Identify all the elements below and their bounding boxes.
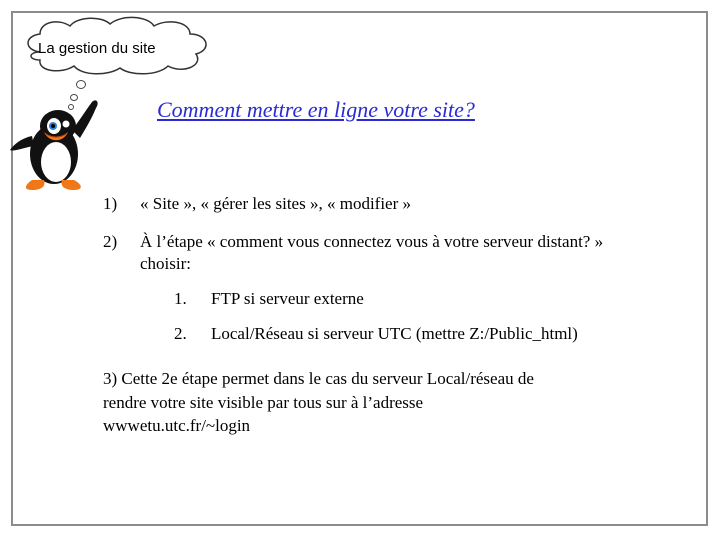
note-line: rendre votre site visible par tous sur à l’adresse (103, 392, 424, 412)
slide-frame (11, 11, 708, 526)
thought-bubble (76, 80, 86, 89)
cloud-label: La gestion du site (38, 40, 156, 57)
note-line: 3) Cette 2e étape permet dans le cas du serveur Local/réseau de (103, 369, 534, 388)
substep-number: 2. (174, 324, 187, 343)
step-text: « Site », « gérer les sites », « modifier » (140, 194, 412, 213)
step-number: 1) (103, 194, 118, 213)
step-text-line: choisir: (140, 254, 191, 273)
substep-number: 1. (174, 289, 187, 308)
note-line: wwwetu.utc.fr/~login (103, 416, 251, 435)
step-text-line: À l’étape « comment vous connectez vous à votre serveur distant? » (140, 232, 604, 251)
substep-text: Local/Réseau si serveur UTC (mettre Z:/Public_html) (211, 324, 578, 343)
substep-text: FTP si serveur externe (211, 289, 364, 308)
step-number: 2) (103, 232, 118, 251)
slide-title: Comment mettre en ligne votre site? (157, 97, 475, 122)
penguin-icon (8, 92, 108, 198)
note-paragraph (103, 367, 534, 438)
